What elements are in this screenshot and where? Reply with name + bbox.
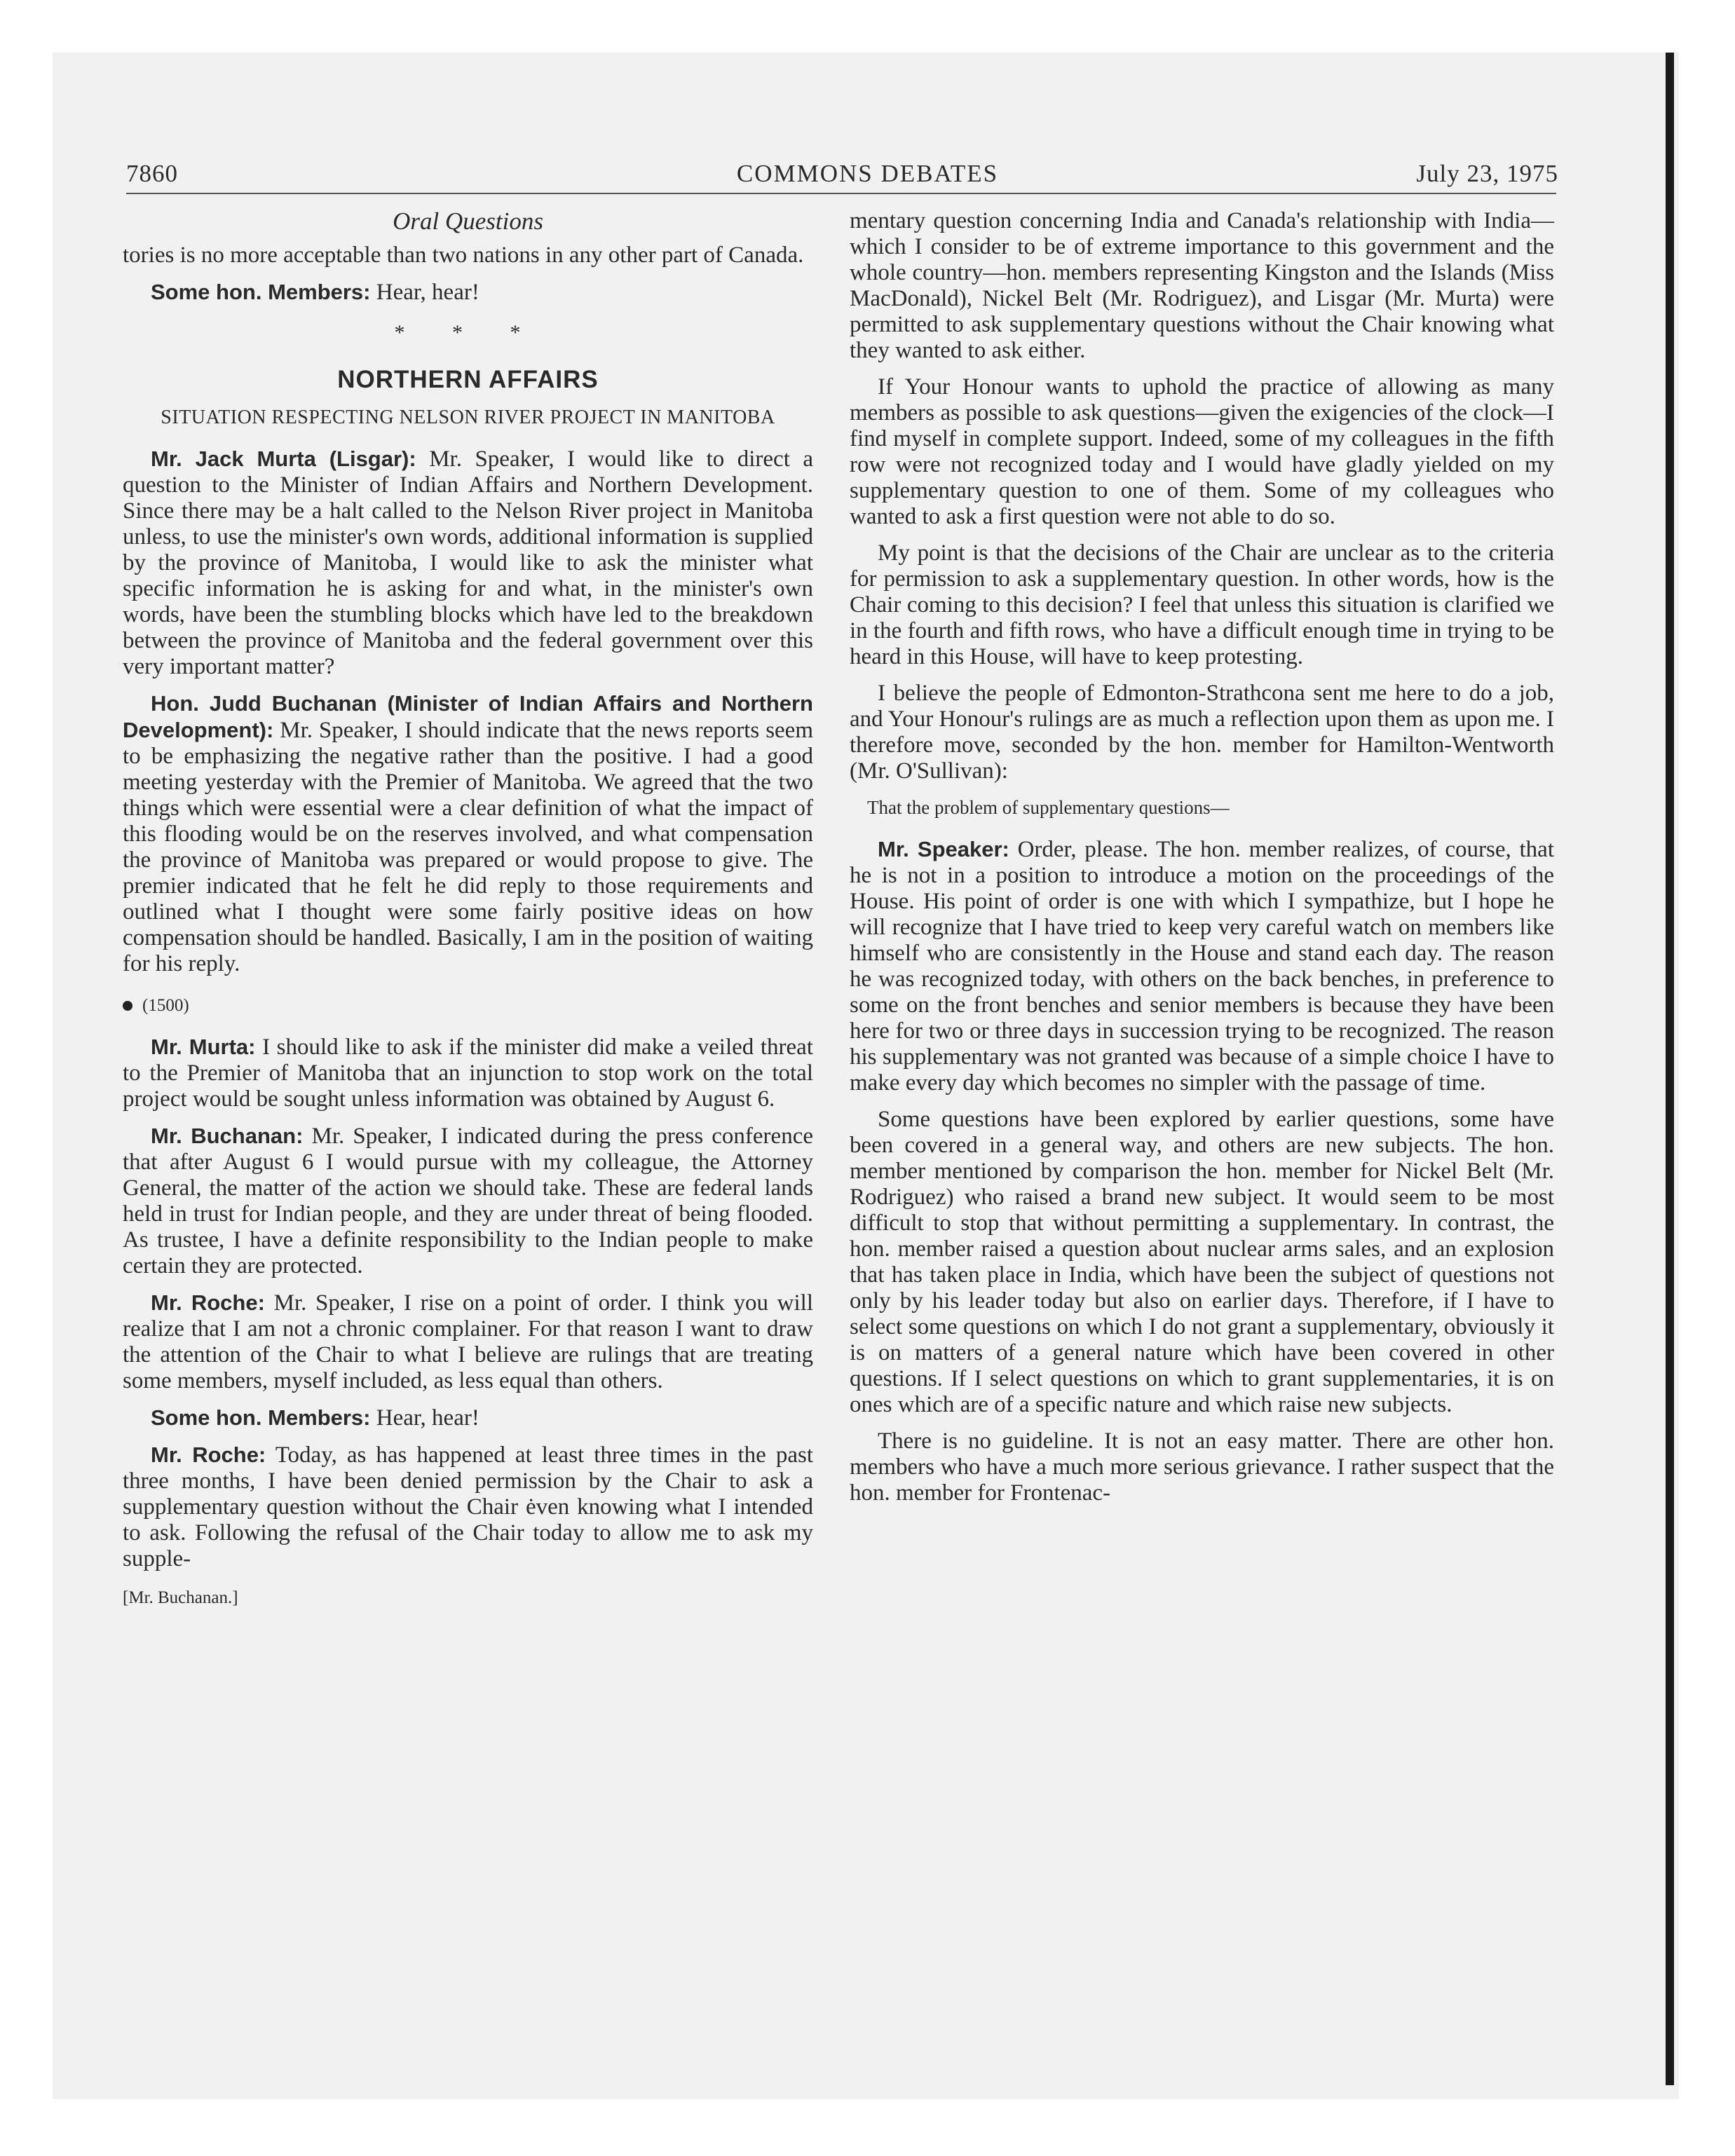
speech — [123, 1034, 813, 1112]
speaker-name: Some hon. Members: — [151, 280, 371, 304]
speech — [123, 279, 813, 306]
section-separator: * * * — [394, 321, 542, 344]
speaker-name: Hon. Judd Buchanan (Minister of Indian Affairs and Northern Development): — [123, 691, 813, 742]
speech-text: Hear, hear! — [370, 1405, 479, 1431]
paragraph: If Your Honour wants to uphold the practice of allowing as many members as possible to ask questions—given the exigencies of the clock—I find myself in complete support. Indeed, some of my colleagues in the fifth row were not recognized today and I would have gladly yielded on my supplementary question to one of them. Some of my colleagues who wanted to ask a first question were not able to do so. — [850, 374, 1554, 529]
speech-text: I should like to ask if the minister did make a veiled threat to the Premier of Manitoba that an injunction to stop work on the total project would be sought unless information was obtained by August 6. — [123, 1035, 813, 1112]
footnote: [Mr. Buchanan.] — [123, 1588, 238, 1607]
left-column — [123, 208, 813, 1611]
speech-text: Mr. Speaker, I rise on a point of order. I think you will realize that I am not a chronic complainer. For that reason I want to draw the attention of the Chair to what I believe are rulings that are treating some members, myself included, as less equal than others. — [123, 1290, 813, 1393]
speech — [123, 690, 813, 977]
speech-text: Mr. Speaker, I indicated during the press conference that after August 6 I would pursue with my colleague, the Attorney General, the matter of the action we should take. These are federal lands held in trust for Indian people, and they are under threat of being flooded. As trustee, I have a definite responsibility to the Indian people to make certain they are protected. — [123, 1124, 813, 1278]
page-edge-shadow — [1666, 53, 1674, 2085]
speaker-name: Mr. Murta: — [151, 1035, 256, 1059]
section-title: Oral Questions — [393, 207, 543, 235]
speaker-name: Mr. Speaker: — [878, 837, 1009, 861]
paragraph: There is no guideline. It is not an easy matter. There are other hon. members who have a much more serious grievance. I rather suspect that the hon. member for Frontenac- — [850, 1428, 1554, 1506]
speech — [123, 1405, 813, 1431]
speech — [123, 1290, 813, 1394]
bullet-icon — [123, 1001, 132, 1011]
speaker-name: Mr. Roche: — [151, 1442, 266, 1467]
paragraph: My point is that the decisions of the Chair are unclear as to the criteria for permission to ask a supplementary question. In other words, how is the Chair coming to this decision? I feel that unless this situation is clarified we in the fourth and fifth rows, who have a difficult enough time in trying to be heard in this House, will have to keep protesting. — [850, 540, 1554, 669]
paragraph: Some questions have been explored by earlier questions, some have been covered in a general way, and others are new subjects. The hon. member mentioned by comparison the hon. member for Nickel Belt (Mr. Rodriguez) who raised a brand new subject. It would seem to be most difficult to stop that without permitting a supplementary. In contrast, the hon. member raised a question about nuclear arms sales, and an explosion that has taken place in India, which have been the subject of questions not only by his leader today but also on earlier days. Therefore, if I have to select some questions on which I do not grant a supplementary, obviously it is on matters of a general nature which have been covered in other questions. If I select questions on which to grant supplementaries, it is on ones which are of a specific nature and which raise new subjects. — [850, 1107, 1554, 1417]
speech-text: Mr. Speaker, I should indicate that the news reports seem to be emphasizing the negative rather than the positive. I had a good meeting yesterday with the Premier of Manitoba. We agreed that the two things which were essential were a clear definition of what the impact of this flooding would be on the reserves involved, and what compensation the province of Manitoba was prepared or would propose to give. The premier indicated that he felt he did reply to those requirements and outlined what I thought were some fairly positive ideas on how compensation should be handled. Basically, I am in the position of waiting for his reply. — [123, 718, 813, 976]
paragraph: I believe the people of Edmonton-Strathcona sent me here to do a job, and Your Honour's rulings are as much a reflection upon them as upon me. I therefore move, seconded by the hon. member for Hamilton-Wentworth (Mr. O'Sullivan): — [850, 681, 1554, 784]
speaker-name: Some hon. Members: — [151, 1405, 371, 1430]
speaker-name: Mr. Roche: — [151, 1290, 265, 1315]
publication-date: July 23, 1975 — [1416, 160, 1558, 187]
paragraph: mentary question concerning India and Canada's relationship with India—which I consider to be of extreme importance to this government and the whole country—hon. members representing Kingston and the Islands (Miss MacDonald), Nickel Belt (Mr. Rodriguez), and Lisgar (Mr. Murta) were permitted to ask supplementary questions without the Chair knowing what they wanted to ask either. — [850, 208, 1554, 363]
speech — [123, 1123, 813, 1279]
speech-text: Today, as has happened at least three times in the past three months, I have been denied permission by the Chair to ask a supplementary question without the Chair ėven knowing what I intended to ask. Following the refusal of the Chair today to allow me to ask my supple- — [123, 1442, 814, 1571]
publication-title: COMMONS DEBATES — [736, 160, 999, 187]
time-marker-text: (1500) — [142, 996, 189, 1015]
motion-text: That the problem of supplementary questions— — [867, 797, 1230, 818]
time-marker — [123, 992, 813, 1018]
header-rule — [126, 193, 1556, 194]
topic-subheading: SITUATION RESPECTING NELSON RIVER PROJECT IN MANITOBA — [161, 407, 775, 428]
right-column — [850, 208, 1554, 1517]
speech-text: Order, please. The hon. member realizes, of course, that he is not in a position to introduce a motion on the proceedings of the House. His point of order is one with which I sympathize, but I hope he will recognize that I have tried to keep very careful watch on members like himself who are consistently in the House and stand each day. The reason he was recognized today, with others on the back benches, in preference to some on the front benches and senior members is because they have been here for two or three days in succession trying to be recognized. The reason his supplementary was not granted was because of a simple choice I have to make every day which becomes no simpler with the passage of time. — [850, 837, 1554, 1096]
speech — [850, 836, 1554, 1096]
paragraph: tories is no more acceptable than two nations in any other part of Canada. — [123, 243, 804, 268]
topic-heading: NORTHERN AFFAIRS — [337, 366, 599, 393]
speaker-name: Mr. Jack Murta (Lisgar): — [151, 446, 416, 471]
speech-text: Hear, hear! — [370, 280, 479, 305]
speaker-name: Mr. Buchanan: — [151, 1124, 304, 1148]
page-number: 7860 — [126, 160, 178, 187]
speech — [123, 1442, 813, 1572]
speech-text: Mr. Speaker, I would like to direct a question to the Minister of Indian Affairs and Northern Development. Since there may be a halt called to the Nelson River project in Manitoba unless, to use the minister's own words, additional information is supplied by the province of Manitoba, I would like to ask the minister what specific information he is asking for and what, in the minister's own words, have been the stumbling blocks which have led to the breakdown between the province of Manitoba and the federal government over this very important matter? — [123, 446, 813, 679]
speech — [123, 446, 813, 680]
